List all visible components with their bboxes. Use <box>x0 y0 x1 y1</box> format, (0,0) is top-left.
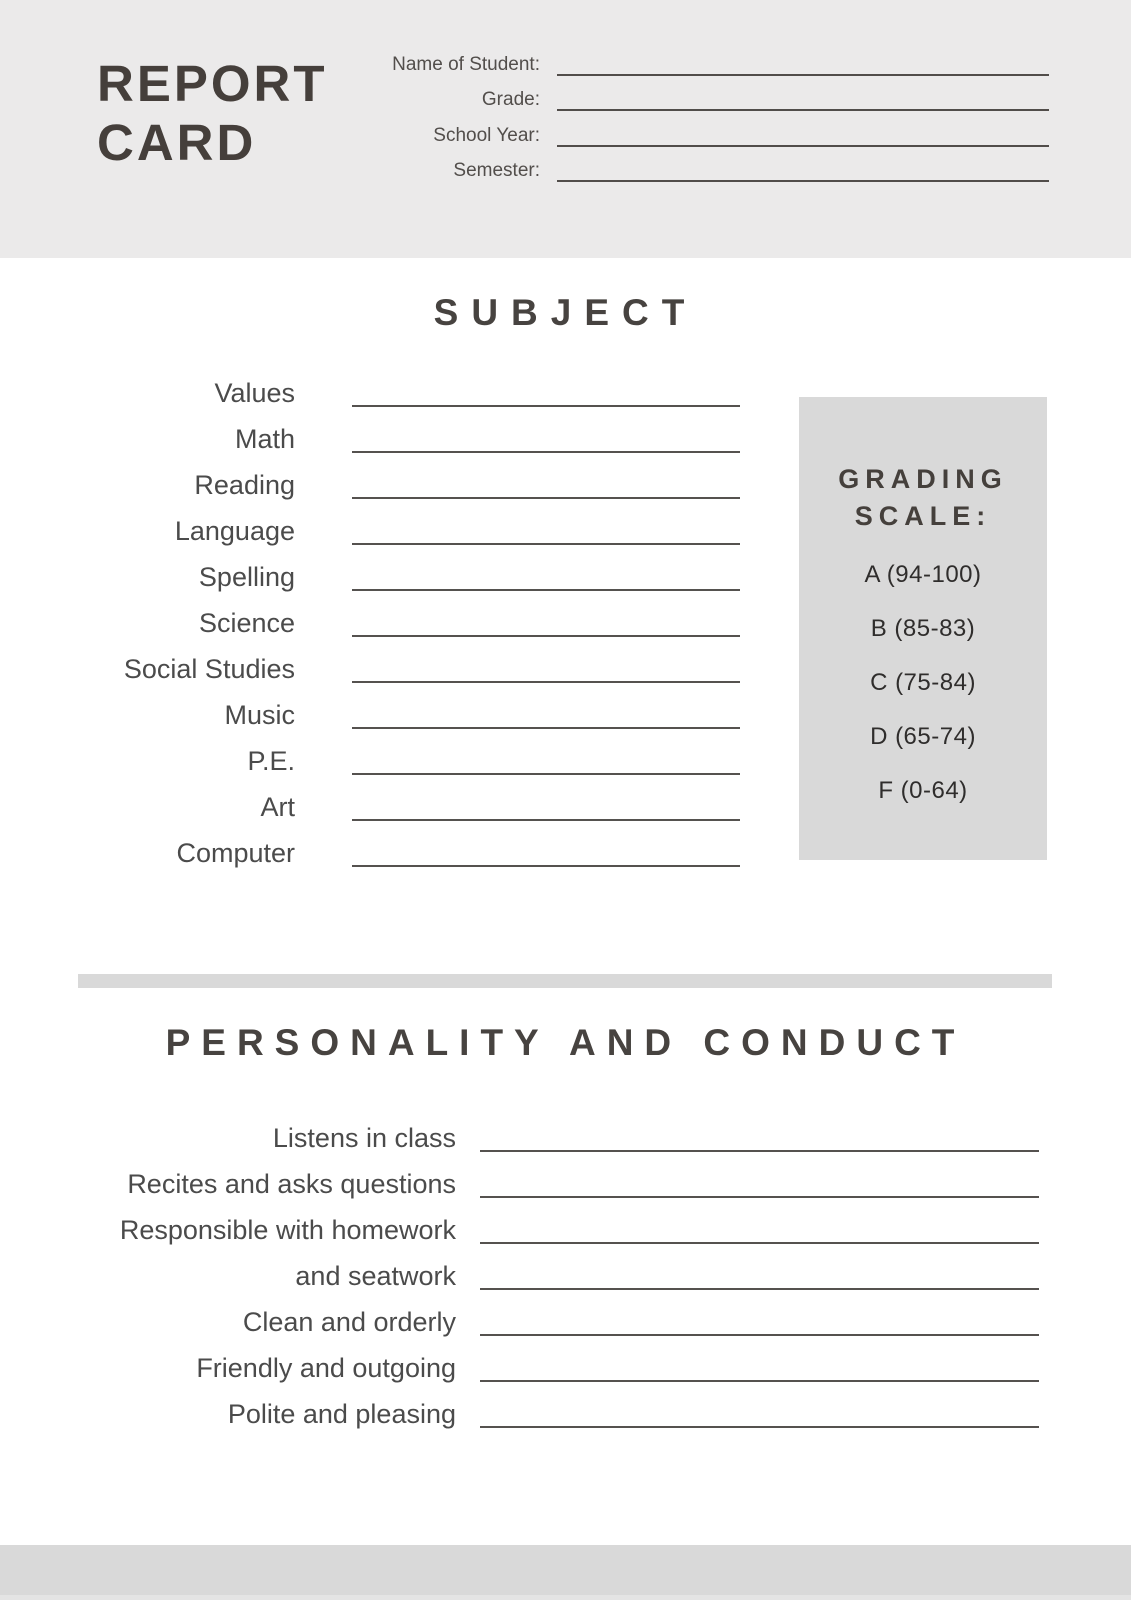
student-info-fields <box>368 40 1049 182</box>
subject-label: Language <box>174 516 295 547</box>
personality-row <box>80 1294 1039 1340</box>
blank-line <box>352 405 740 407</box>
blank-line <box>352 635 740 637</box>
grading-scale-item: A (94-100) <box>864 561 982 588</box>
grading-scale-item: F (0-64) <box>878 777 968 804</box>
subject-label: Values <box>214 378 295 409</box>
footer-bar <box>0 1545 1131 1600</box>
blank-line <box>480 1288 1039 1290</box>
subject-label: Social Studies <box>123 654 295 685</box>
blank-line <box>352 681 740 683</box>
personality-row <box>80 1248 1039 1294</box>
personality-row <box>80 1110 1039 1156</box>
field-row-semester <box>368 147 1049 183</box>
subject-label: Math <box>234 424 295 455</box>
subject-row <box>120 549 740 595</box>
grading-scale-title-line1: GRADING <box>838 464 1008 494</box>
report-card-title <box>97 54 328 172</box>
blank-line <box>557 145 1049 147</box>
subject-label: Spelling <box>198 562 295 593</box>
subject-label: P.E. <box>247 746 295 777</box>
subject-label: Science <box>198 608 295 639</box>
blank-line <box>352 865 740 867</box>
blank-line <box>480 1196 1039 1198</box>
subject-row <box>120 595 740 641</box>
grading-scale-item: C (75-84) <box>870 669 976 696</box>
field-row-grade <box>368 76 1049 112</box>
subject-label: Art <box>260 792 295 823</box>
report-title-line1: REPORT <box>97 55 328 112</box>
personality-label: Listens in class <box>272 1123 456 1154</box>
subject-label: Reading <box>194 470 295 501</box>
blank-line <box>480 1150 1039 1152</box>
grading-scale-item: B (85-83) <box>870 615 976 642</box>
personality-list <box>80 1110 1039 1432</box>
report-title-line2: CARD <box>97 114 257 171</box>
subject-list <box>120 365 740 871</box>
personality-row <box>80 1156 1039 1202</box>
subject-row <box>120 457 740 503</box>
header <box>0 0 1131 258</box>
subject-row <box>120 687 740 733</box>
blank-line <box>480 1242 1039 1244</box>
personality-label: Clean and orderly <box>242 1307 456 1338</box>
subject-row <box>120 411 740 457</box>
subject-row <box>120 641 740 687</box>
subject-row <box>120 503 740 549</box>
grading-scale-item: D (65-74) <box>870 723 976 750</box>
field-label-name: Name of Student: <box>392 53 540 75</box>
field-row-name <box>368 40 1049 76</box>
subject-row <box>120 733 740 779</box>
blank-line <box>480 1426 1039 1428</box>
subject-row <box>120 779 740 825</box>
blank-line <box>480 1380 1039 1382</box>
field-label-semester: Semester: <box>453 160 540 181</box>
blank-line <box>352 497 740 499</box>
field-row-school-year <box>368 111 1049 147</box>
subject-label: Music <box>224 700 295 731</box>
personality-label: Responsible with homework <box>119 1215 456 1246</box>
blank-line <box>557 109 1049 111</box>
section-divider <box>78 974 1052 988</box>
subject-label: Computer <box>176 838 295 869</box>
blank-line <box>352 543 740 545</box>
blank-line <box>557 180 1049 182</box>
blank-line <box>352 727 740 729</box>
blank-line <box>352 819 740 821</box>
blank-line <box>557 74 1049 76</box>
subject-section-title: SUBJECT <box>433 292 698 333</box>
personality-label: and seatwork <box>295 1261 456 1292</box>
blank-line <box>480 1334 1039 1336</box>
grading-scale-title <box>799 461 1047 535</box>
personality-label: Recites and asks questions <box>127 1169 456 1200</box>
personality-label: Polite and pleasing <box>227 1399 456 1430</box>
personality-row <box>80 1340 1039 1386</box>
personality-section-title: PERSONALITY AND CONDUCT <box>165 1022 966 1063</box>
blank-line <box>352 773 740 775</box>
field-label-grade: Grade: <box>481 89 540 110</box>
subject-row <box>120 365 740 411</box>
grading-scale-panel <box>799 397 1047 860</box>
field-label-school-year: School Year: <box>433 124 540 146</box>
footer-strip <box>0 1595 1131 1600</box>
grading-scale-title-line2: SCALE: <box>854 501 992 531</box>
subject-row <box>120 825 740 871</box>
blank-line <box>352 451 740 453</box>
personality-row <box>80 1202 1039 1248</box>
personality-label: Friendly and outgoing <box>196 1353 456 1384</box>
personality-row <box>80 1386 1039 1432</box>
blank-line <box>352 589 740 591</box>
